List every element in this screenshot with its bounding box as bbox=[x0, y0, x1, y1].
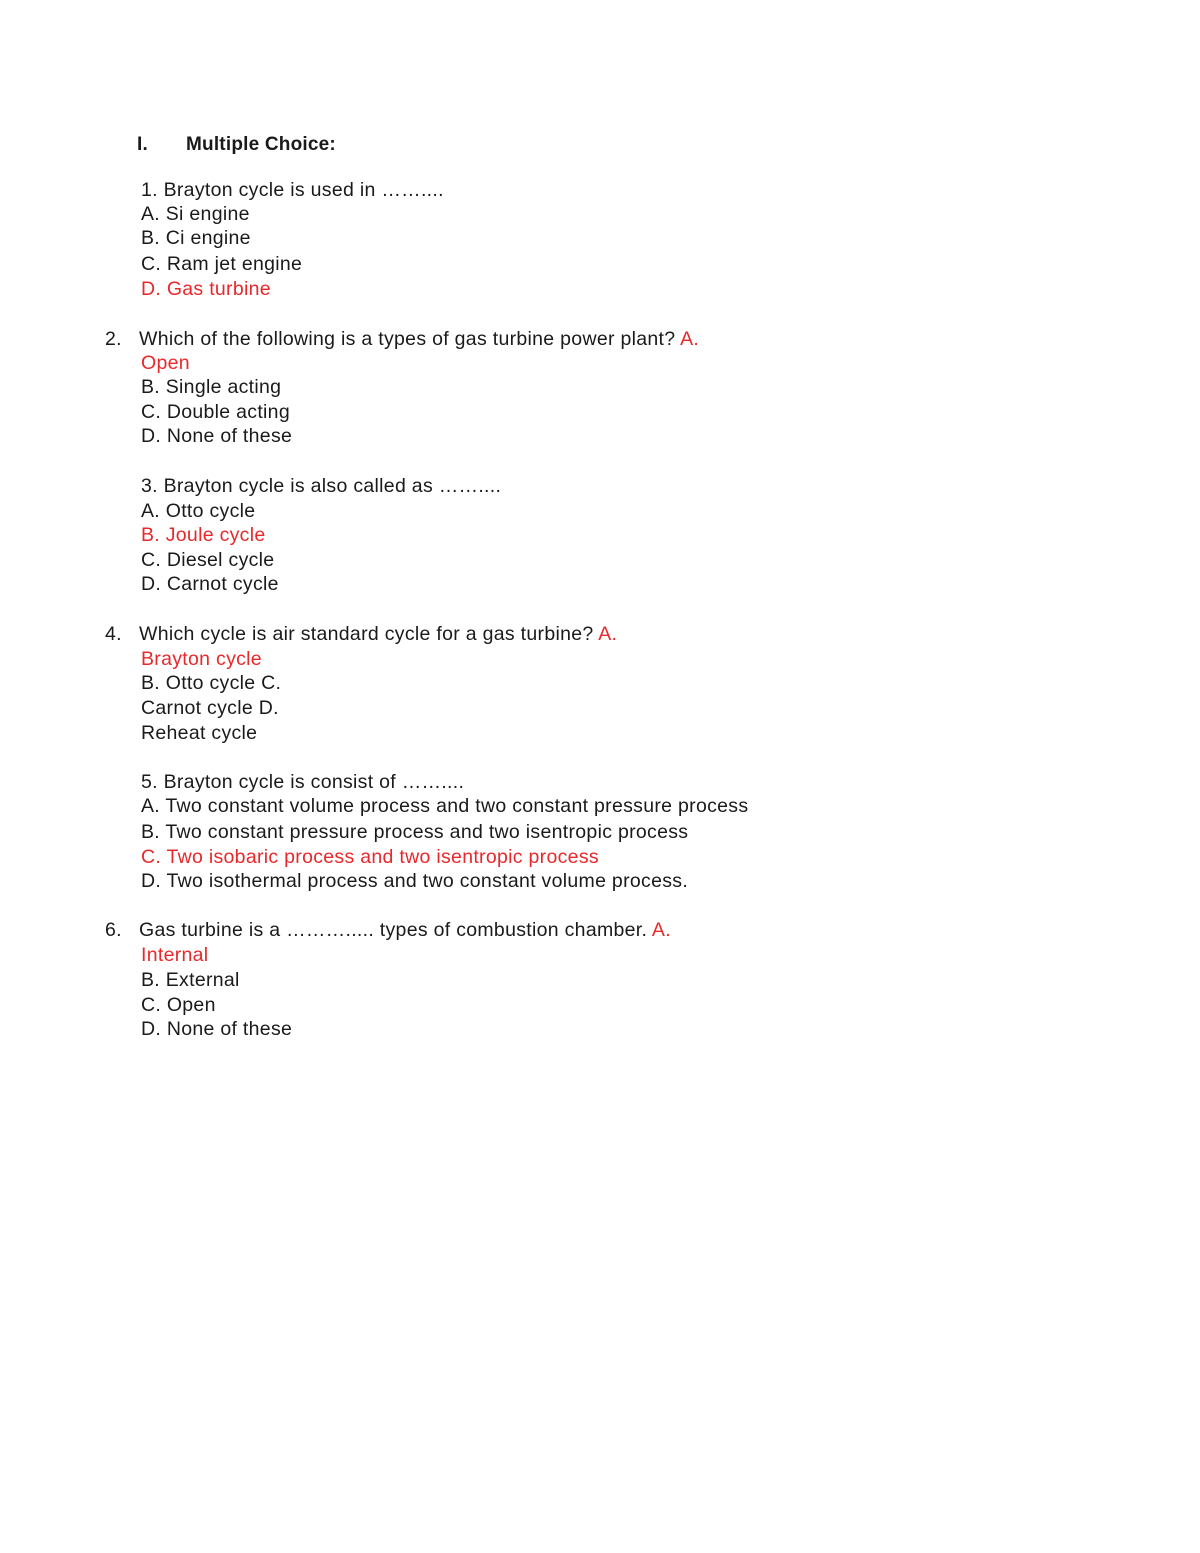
q6-option-b: B. External bbox=[141, 969, 240, 991]
q6-option-a-answer: Internal bbox=[141, 944, 209, 966]
q3-option-c: C. Diesel cycle bbox=[141, 549, 275, 571]
question-6 bbox=[105, 918, 671, 942]
question-2-text: Which of the following is a types of gas turbine power plant? bbox=[139, 328, 676, 350]
q4-options-line-3: B. Otto cycle C. bbox=[141, 672, 282, 694]
q6-option-d: D. None of these bbox=[141, 1018, 293, 1040]
q4-answer-marker: A. bbox=[598, 623, 618, 645]
q3-option-b-answer: B. Joule cycle bbox=[141, 524, 266, 546]
q2-option-a-answer: Open bbox=[141, 352, 190, 374]
q5-option-b: B. Two constant pressure process and two isentropic process bbox=[141, 821, 689, 843]
q5-option-c-answer: C. Two isobaric process and two isentropic process bbox=[141, 846, 599, 868]
q3-option-d: D. Carnot cycle bbox=[141, 573, 279, 595]
q2-option-c: C. Double acting bbox=[141, 401, 290, 423]
q6-option-c: C. Open bbox=[141, 994, 216, 1016]
question-1: 1. Brayton cycle is used in …….... bbox=[141, 179, 444, 201]
q4-options-line-5: Reheat cycle bbox=[141, 722, 258, 744]
section-title: Multiple Choice: bbox=[186, 134, 336, 155]
q5-option-a: A. Two constant volume process and two constant pressure process bbox=[141, 795, 749, 817]
q2-answer-marker: A. bbox=[680, 328, 700, 350]
q2-option-d: D. None of these bbox=[141, 425, 293, 447]
question-4-text: Which cycle is air standard cycle for a gas turbine? bbox=[139, 623, 594, 645]
q1-option-a: A. Si engine bbox=[141, 203, 250, 225]
section-heading bbox=[137, 134, 336, 156]
question-5: 5. Brayton cycle is consist of …….... bbox=[141, 771, 465, 793]
q1-option-d-answer: D. Gas turbine bbox=[141, 278, 271, 300]
section-roman-numeral: I. bbox=[137, 134, 148, 155]
q4-option-a-answer: Brayton cycle bbox=[141, 648, 262, 670]
q1-option-c: C. Ram jet engine bbox=[141, 253, 303, 275]
q2-option-b: B. Single acting bbox=[141, 376, 282, 398]
q3-option-a: A. Otto cycle bbox=[141, 500, 256, 522]
q5-option-d: D. Two isothermal process and two constant volume process. bbox=[141, 870, 689, 892]
q6-answer-marker: A. bbox=[651, 919, 671, 941]
question-4-number: 4. bbox=[105, 623, 122, 645]
question-2-number: 2. bbox=[105, 328, 122, 350]
question-3: 3. Brayton cycle is also called as …….... bbox=[141, 475, 502, 497]
question-2 bbox=[105, 327, 699, 351]
question-6-text: Gas turbine is a ………..... types of combustion chamber. bbox=[139, 919, 648, 941]
question-4 bbox=[105, 622, 617, 646]
q4-options-line-4: Carnot cycle D. bbox=[141, 697, 279, 719]
q1-option-b: B. Ci engine bbox=[141, 227, 251, 249]
question-6-number: 6. bbox=[105, 919, 122, 941]
